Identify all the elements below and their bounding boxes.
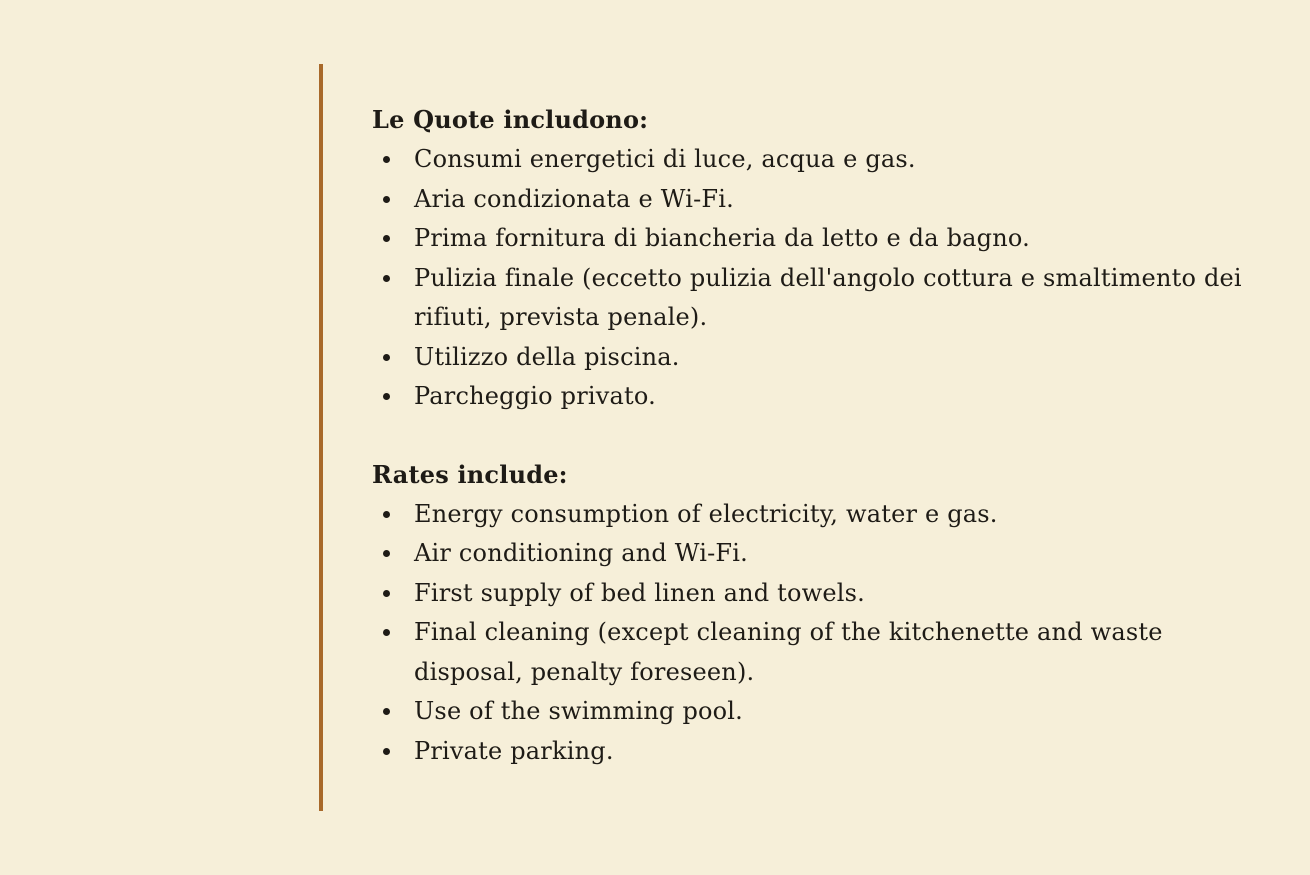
list-item-text: Prima fornitura di biancheria da letto e da bagno. xyxy=(414,224,1030,252)
accent-bar xyxy=(319,64,323,811)
english-heading: Rates include: xyxy=(372,459,568,489)
bullet-icon xyxy=(383,196,390,203)
english-section xyxy=(372,455,1272,772)
list-item xyxy=(372,574,1272,614)
list-item xyxy=(372,732,1272,772)
bullet-icon xyxy=(383,590,390,597)
list-item-text: First supply of bed linen and towels. xyxy=(414,578,865,607)
italian-heading: Le Quote includono: xyxy=(372,105,649,134)
english-list xyxy=(372,495,1272,772)
list-item-text: Private parking. xyxy=(414,736,614,765)
bullet-icon xyxy=(383,748,390,755)
section-divider xyxy=(372,417,1272,455)
list-item-text: Parcheggio privato. xyxy=(414,382,656,410)
bullet-icon xyxy=(383,275,390,282)
list-item xyxy=(372,259,1272,338)
list-item xyxy=(372,692,1272,732)
list-item xyxy=(372,140,1272,180)
list-item xyxy=(372,377,1272,417)
list-item-text: Final cleaning (except cleaning of the kitchenette and waste disposal, penalty foreseen). xyxy=(414,618,1163,686)
bullet-icon xyxy=(383,235,390,242)
list-item xyxy=(372,338,1272,378)
list-item-text: Energy consumption of electricity, water e gas. xyxy=(414,499,998,528)
list-item-text: Pulizia finale (eccetto pulizia dell'angolo cottura e smaltimento dei rifiuti, prevista penale). xyxy=(414,263,1242,331)
list-item xyxy=(372,219,1272,259)
list-item-text: Consumi energetici di luce, acqua e gas. xyxy=(414,145,916,173)
list-item xyxy=(372,534,1272,574)
list-item xyxy=(372,613,1272,692)
bullet-icon xyxy=(383,629,390,636)
list-item-text: Air conditioning and Wi-Fi. xyxy=(414,539,748,567)
bullet-icon xyxy=(383,550,390,557)
bullet-icon xyxy=(383,511,390,518)
rates-content xyxy=(372,100,1272,771)
list-item-text: Use of the swimming pool. xyxy=(414,697,744,725)
italian-section xyxy=(372,100,1272,417)
list-item xyxy=(372,495,1272,535)
list-item-text: Utilizzo della piscina. xyxy=(414,342,680,371)
bullet-icon xyxy=(383,393,390,400)
bullet-icon xyxy=(383,156,390,163)
italian-list xyxy=(372,140,1272,417)
bullet-icon xyxy=(383,354,390,361)
bullet-icon xyxy=(383,708,390,715)
list-item-text: Aria condizionata e Wi-Fi. xyxy=(414,184,734,213)
list-item xyxy=(372,180,1272,220)
